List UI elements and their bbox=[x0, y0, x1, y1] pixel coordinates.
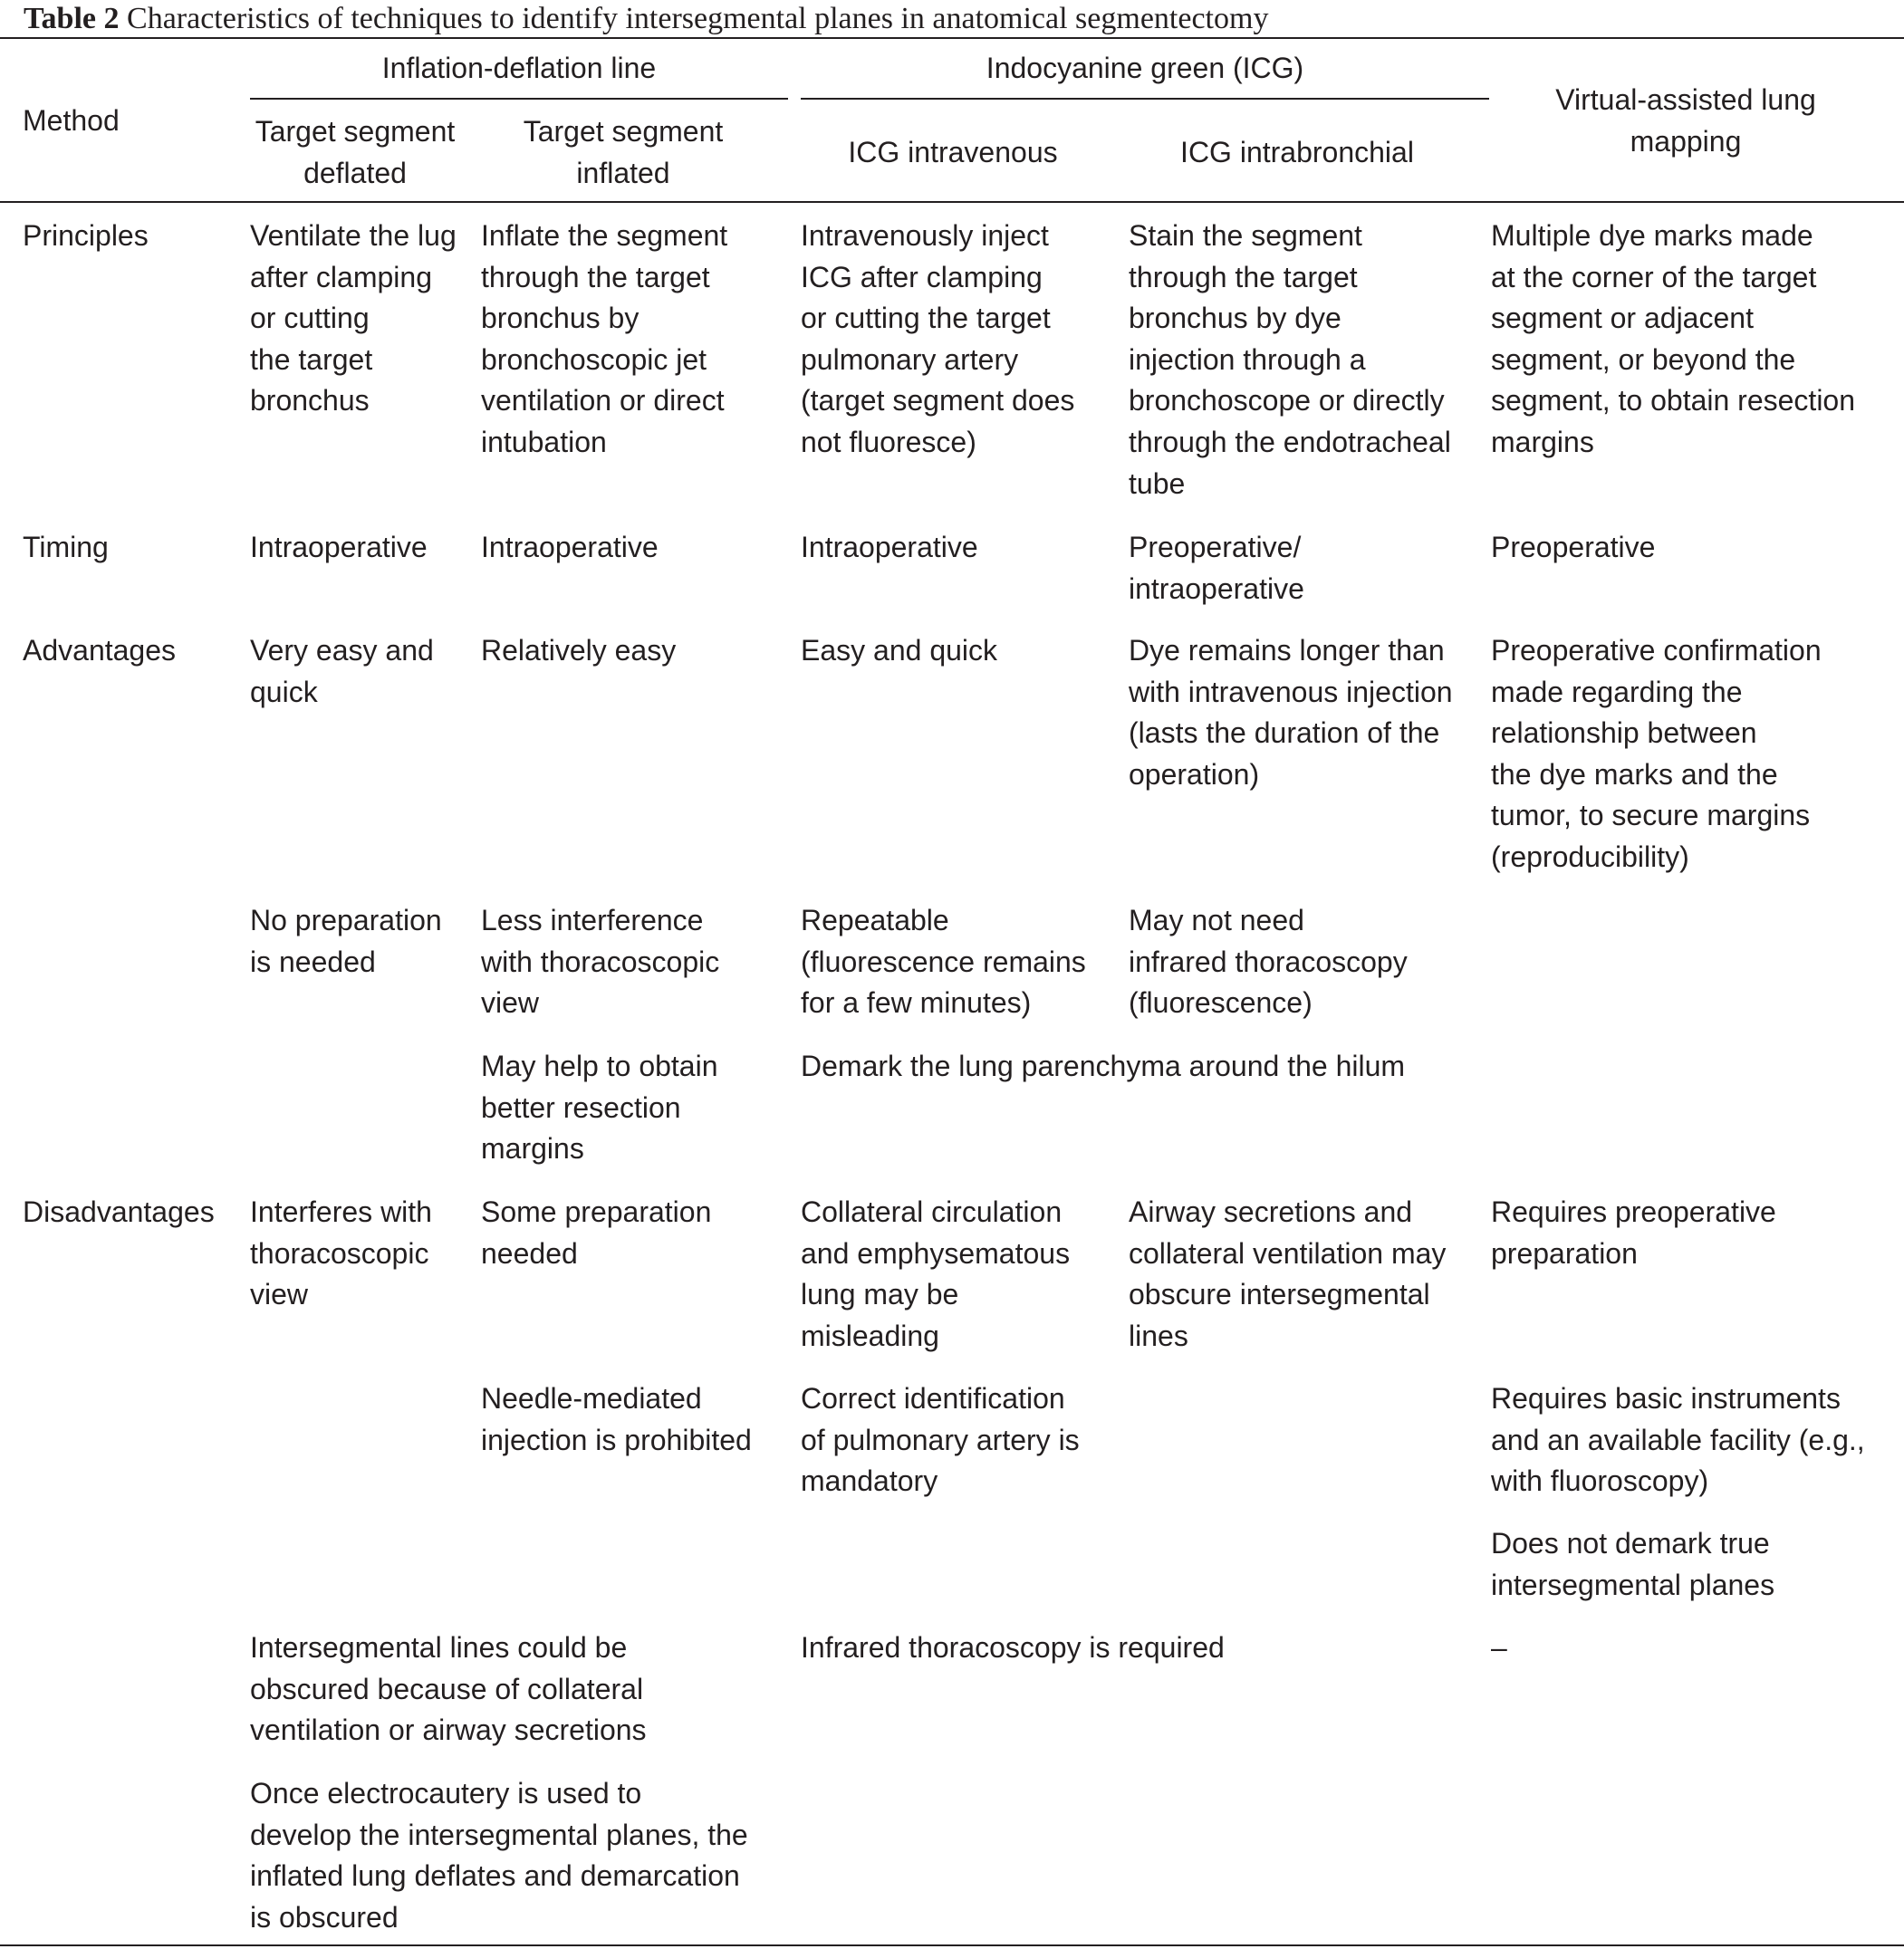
principles-icg-intrabronchial: Stain the segment through the target bronchus by dye injection through a bronchoscope or directly through the endotracheal tube bbox=[1129, 219, 1451, 500]
advantages-icg-intravenous: Easy and quick bbox=[801, 634, 998, 667]
disadvantages-inflated: Some preparation needed bbox=[481, 1195, 712, 1270]
header-method: Method bbox=[23, 104, 120, 137]
header-rule bbox=[0, 201, 1904, 203]
disadvantages2-inflated: Needle-mediated injection is prohibited bbox=[481, 1382, 752, 1456]
header-vam: Virtual-assisted lung mapping bbox=[1555, 83, 1816, 158]
advantages-inflated: Relatively easy bbox=[481, 634, 677, 667]
principles-deflated: Ventilate the lug after clamping or cutting the target bronchus bbox=[250, 219, 457, 418]
disadvantages-icg-intravenous: Collateral circulation and emphysematous lung may be misleading bbox=[801, 1195, 1071, 1352]
advantages2-icg-intravenous: Repeatable (fluorescence remains for a few minutes) bbox=[801, 904, 1086, 1020]
table-title: Characteristics of techniques to identify intersegmental planes in anatomical segmentectomy bbox=[127, 2, 1269, 35]
row-label-advantages: Advantages bbox=[23, 634, 177, 667]
advantages-deflated: Very easy and quick bbox=[250, 634, 434, 708]
advantages-vam: Preoperative confirmation made regarding the relationship between the dye marks and the tumor, to secure margins (reproducibility) bbox=[1491, 634, 1822, 873]
header-icg: Indocyanine green (ICG) bbox=[986, 52, 1304, 84]
header-icg-intrabronchial: ICG intrabronchial bbox=[1180, 136, 1414, 168]
header-inflated: Target segment inflated bbox=[523, 115, 724, 189]
advantages3-icg-span: Demark the lung parenchyma around the hilum bbox=[801, 1050, 1406, 1082]
inflation-group-rule bbox=[250, 98, 788, 100]
bottom-rule bbox=[0, 1944, 1904, 1946]
disadvantages-icg-intrabronchial: Airway secretions and collateral ventilation may obscure intersegmental lines bbox=[1129, 1195, 1447, 1352]
header-inflation-deflation: Inflation-deflation line bbox=[381, 52, 657, 84]
advantages3-inflated: May help to obtain better resection margins bbox=[481, 1050, 718, 1166]
disadvantages2-icg-intravenous: Correct identification of pulmonary artery is mandatory bbox=[801, 1382, 1080, 1498]
disadvantages3-vam: Does not demark true intersegmental planes bbox=[1491, 1527, 1775, 1601]
timing-vam: Preoperative bbox=[1491, 531, 1656, 563]
row-label-principles: Principles bbox=[23, 219, 149, 252]
timing-icg-intravenous: Intraoperative bbox=[801, 531, 978, 563]
disadvantages4-inflation-span: Intersegmental lines could be obscured because of collateral ventilation or airway secretions bbox=[250, 1631, 647, 1747]
timing-inflated: Intraoperative bbox=[481, 531, 659, 563]
disadvantages2-vam: Requires basic instruments and an available facility (e.g., with fluoroscopy) bbox=[1491, 1382, 1865, 1498]
advantages-icg-intrabronchial: Dye remains longer than with intravenous injection (lasts the duration of the operation) bbox=[1129, 634, 1453, 791]
timing-deflated: Intraoperative bbox=[250, 531, 428, 563]
principles-inflated: Inflate the segment through the target bronchus by bronchoscopic jet ventilation or direct intubation bbox=[481, 219, 728, 458]
disadvantages-deflated: Interferes with thoracoscopic view bbox=[250, 1195, 432, 1311]
timing-icg-intrabronchial: Preoperative/ intraoperative bbox=[1129, 531, 1304, 605]
advantages2-icg-intrabronchial: May not need infrared thoracoscopy (fluorescence) bbox=[1129, 904, 1408, 1020]
disadvantages-vam: Requires preoperative preparation bbox=[1491, 1195, 1776, 1270]
row-label-timing: Timing bbox=[23, 531, 109, 563]
disadvantages4-icg-span: Infrared thoracoscopy is required bbox=[801, 1631, 1225, 1664]
icg-group-rule bbox=[801, 98, 1489, 100]
row-label-disadvantages: Disadvantages bbox=[23, 1195, 215, 1228]
disadvantages5-inflation-span: Once electrocautery is used to develop the intersegmental planes, the inflated lung deflates and demarcation is obscured bbox=[250, 1777, 748, 1934]
table-caption bbox=[24, 0, 1899, 38]
disadvantages4-vam: – bbox=[1491, 1631, 1507, 1664]
advantages2-inflated: Less interference with thoracoscopic view bbox=[481, 904, 720, 1020]
principles-icg-intravenous: Intravenously inject ICG after clamping or cutting the target pulmonary artery (target segment does not fluoresce) bbox=[801, 219, 1075, 458]
table-number: Table 2 bbox=[24, 2, 120, 35]
header-deflated: Target segment deflated bbox=[255, 115, 456, 189]
top-rule bbox=[0, 37, 1904, 39]
header-icg-intravenous: ICG intravenous bbox=[848, 136, 1058, 168]
principles-vam: Multiple dye marks made at the corner of the target segment or adjacent segment, or beyond the segment, to obtain resection margins bbox=[1491, 219, 1856, 458]
advantages2-deflated: No preparation is needed bbox=[250, 904, 442, 978]
